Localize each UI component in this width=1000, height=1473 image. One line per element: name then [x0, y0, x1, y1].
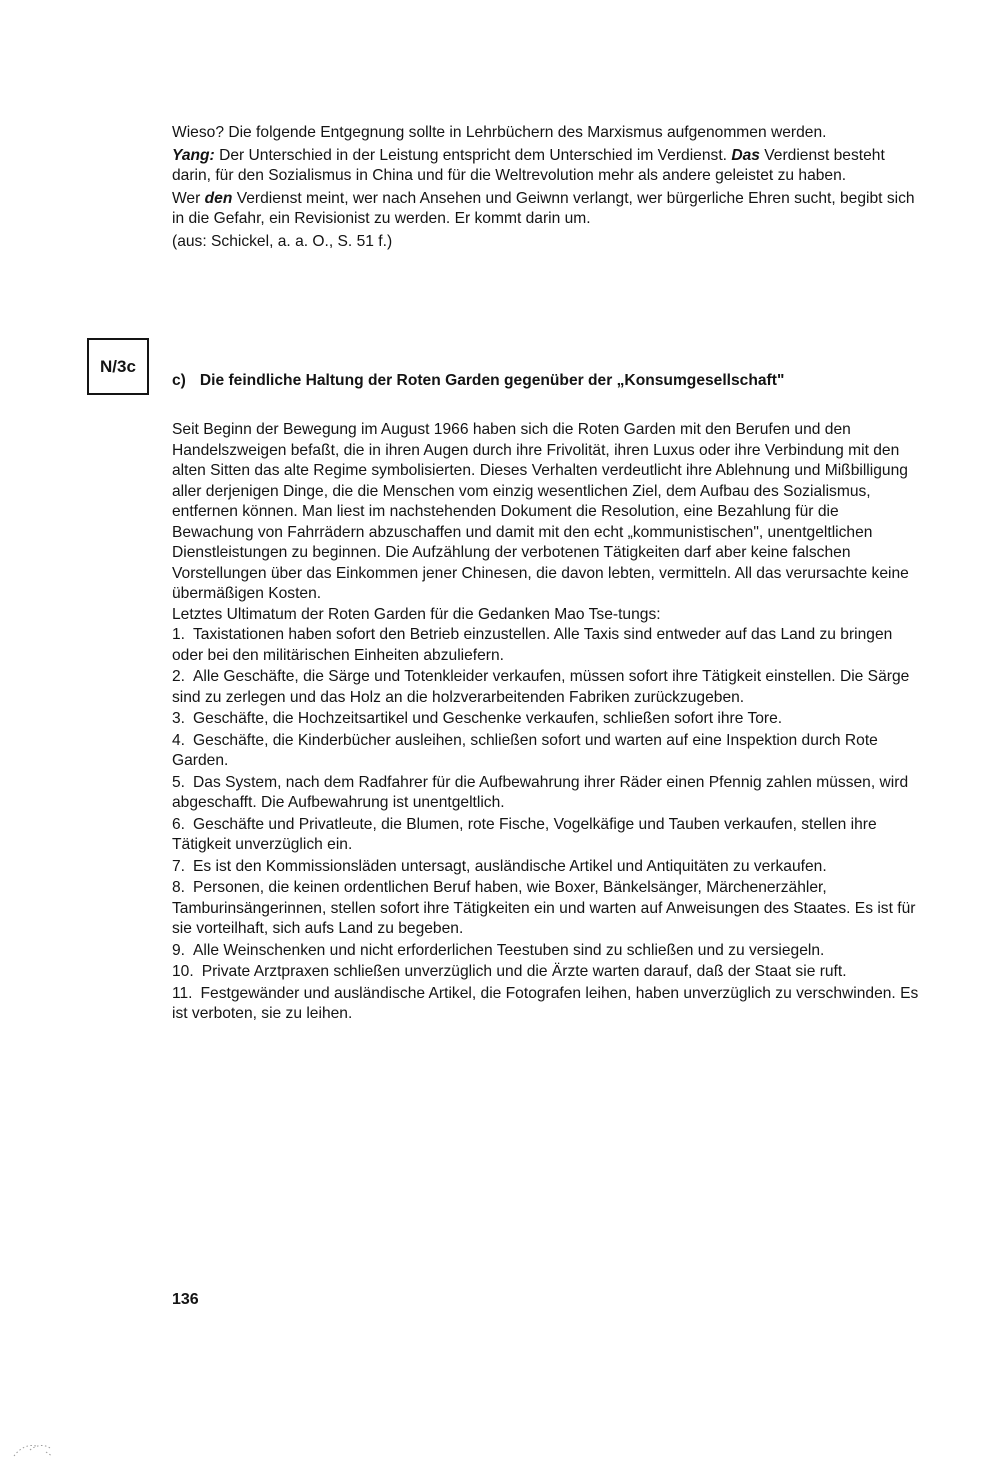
list-item	[172, 984, 924, 1025]
section-box-label: N/3c	[87, 338, 149, 395]
item-number: 1.	[172, 626, 186, 643]
item-number: 4.	[172, 731, 186, 749]
yang-text-b: Verdienst besteht darin, für den Sozialismus in China und für die Weltrevolution mehr als andere geleistet zu haben.	[172, 146, 885, 184]
wer-text-b: Verdienst meint, wer nach Ansehen und Geiwnn verlangt, wer bürgerliche Ehren sucht, begibt sich in die Gefahr, ein Revisionist zu werden. Er kommt darin um.	[172, 189, 915, 227]
intro-block	[172, 123, 924, 252]
wer-emphasis: den	[204, 189, 233, 207]
yang-emphasis: Das	[731, 146, 760, 164]
list-item	[172, 815, 924, 856]
list-item	[172, 773, 924, 814]
ultimatum-list	[172, 625, 924, 1025]
ultimatum-heading: Letztes Ultimatum der Roten Garden für die Gedanken Mao Tse-tungs:	[172, 605, 661, 623]
item-text: Es ist den Kommissionsläden untersagt, ausländische Artikel und Antiquitäten zu verkaufen.	[193, 857, 827, 875]
wer-quote	[172, 189, 924, 230]
list-item	[172, 941, 924, 962]
section-letter: c)	[172, 372, 186, 389]
list-item	[172, 709, 924, 730]
page-number: 136	[172, 1291, 199, 1308]
item-number: 7.	[172, 857, 186, 875]
wer-text-a: Wer	[172, 189, 205, 207]
source-citation: (aus: Schickel, a. a. O., S. 51 f.)	[172, 232, 393, 250]
item-text: Geschäfte, die Kinderbücher ausleihen, schließen sofort und warten auf eine Inspektion durch Rote Garden.	[172, 731, 878, 769]
item-text: Das System, nach dem Radfahrer für die Aufbewahrung ihrer Räder einen Pfennig zahlen müssen, wird abgeschafft. Die Aufbewahrung ist unentgeltlich.	[172, 773, 909, 811]
yang-quote	[172, 146, 924, 187]
scan-smudge-mark	[10, 1436, 70, 1460]
list-item	[172, 962, 924, 983]
item-number: 5.	[172, 773, 186, 791]
intro-line: Wieso? Die folgende Entgegnung sollte in Lehrbüchern des Marxismus aufgenommen werden.	[172, 124, 827, 141]
item-text: Taxistationen haben sofort den Betrieb einzustellen. Alle Taxis sind entweder auf das Land zu bringen oder bei den militärischen Einheiten abzuliefern.	[172, 626, 893, 664]
list-item	[172, 878, 924, 940]
list-item	[172, 667, 924, 708]
list-item	[172, 857, 924, 878]
item-number: 6.	[172, 815, 186, 833]
yang-text-a: Der Unterschied in der Leistung entspricht dem Unterschied im Verdienst.	[214, 146, 732, 164]
section-title: Die feindliche Haltung der Roten Garden gegenüber der „Konsumgesellschaft"	[199, 372, 785, 389]
body-block	[172, 420, 924, 1026]
item-text: Private Arztpraxen schließen unverzüglich und die Ärzte warten darauf, daß der Staat sie ruft.	[201, 963, 847, 980]
item-number: 11.	[172, 984, 193, 1002]
body-paragraph: Seit Beginn der Bewegung im August 1966 haben sich die Roten Garden mit den Berufen und den Handelszweigen befaßt, die in ihren Augen durch ihre Frivolität, ihren Luxus oder ihre Verbindung mit den alten Sitten das alte Regime symbolisierten. Dieses Verhalten verdeutlicht ihre Ablehnung und Mißbilligung aller derjenigen Dinge, die die Menschen vom einzig wesentlichen Ziel, dem Aufbau des Sozialismus, entfernen können. Man liest im nachstehenden Dokument die Resolution, eine Bezahlung für die Bewachung von Fahrrädern abzuschaffen und damit mit den echt „kommunistischen", unentgeltlichen Dienstleistungen zu beginnen. Die Aufzählung der verbotenen Tätigkeiten darf aber keine falschen Vorstellungen über das Einkommen jener Chinesen, die davon lebten, vermitteln. All das verursachte keine übermäßigen Kosten.	[172, 421, 909, 602]
item-text: Alle Geschäfte, die Särge und Totenkleider verkaufen, müssen sofort ihre Tätigkeit einstellen. Die Särge sind zu zerlegen und das Holz an die holzverarbeitenden Fabriken zurückzugeben.	[172, 668, 910, 706]
list-item	[172, 625, 924, 666]
item-text: Personen, die keinen ordentlichen Beruf haben, wie Boxer, Bänkelsänger, Märchenerzähler, Tamburinsängerinnen, stellen sofort ihre Tätigkeiten ein und warten auf Anweisungen des Staates. Es ist für sie vorteilhaft, sich aufs Land zu begeben.	[172, 879, 916, 937]
item-number: 2.	[172, 668, 186, 685]
item-text: Geschäfte und Privatleute, die Blumen, rote Fische, Vogelkäfige und Tauben verkaufen, stellen ihre Tätigkeit unverzüglich ein.	[172, 815, 877, 853]
item-number: 10.	[172, 963, 194, 980]
item-number: 8.	[172, 879, 186, 896]
item-number: 9.	[172, 941, 186, 959]
item-text: Geschäfte, die Hochzeitsartikel und Geschenke verkaufen, schließen sofort ihre Tore.	[193, 710, 783, 727]
item-text: Festgewänder und ausländische Artikel, die Fotografen leihen, haben unverzüglich zu verschwinden. Es ist verboten, sie zu leihen.	[172, 984, 919, 1022]
item-text: Alle Weinschenken und nicht erforderlichen Teestuben sind zu schließen und zu versiegeln.	[193, 941, 825, 959]
speaker-label: Yang:	[172, 146, 215, 164]
item-number: 3.	[172, 710, 186, 727]
section-heading	[172, 372, 924, 390]
list-item	[172, 731, 924, 772]
